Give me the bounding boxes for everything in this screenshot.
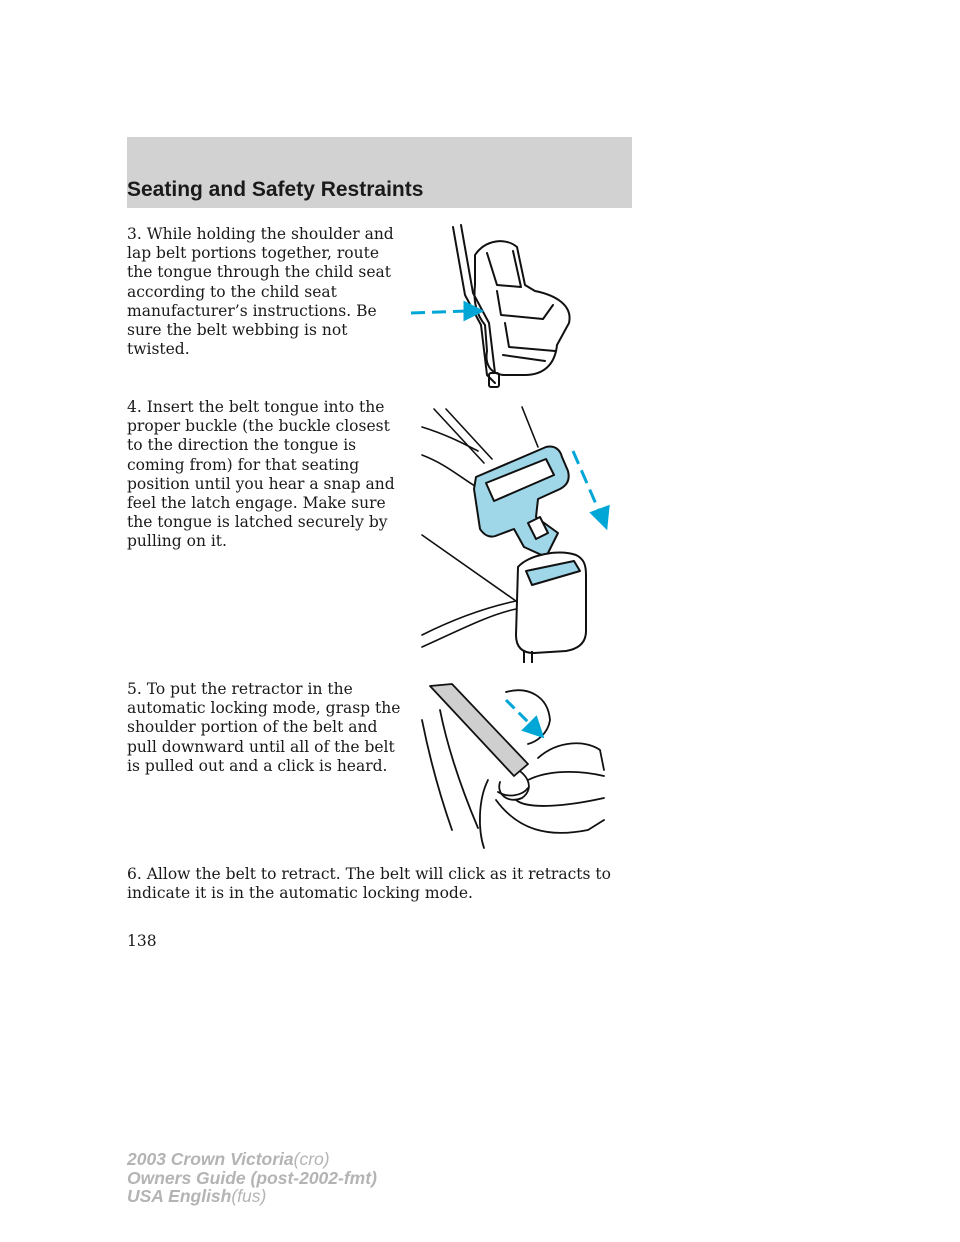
section-title: Seating and Safety Restraints	[127, 178, 424, 201]
step-3-text: 3. While holding the shoulder and lap belt portions together, route the tongue through the child seat according to the child seat manufacturer’s instructions. Be sure the belt webbing is not twisted.	[127, 225, 394, 359]
webbing-line-3	[522, 407, 538, 447]
seat-edge-line-2	[422, 455, 480, 489]
seat-crease-line	[422, 535, 516, 601]
belt-lap-strap	[480, 780, 488, 848]
child-seat-routing-illustration	[405, 215, 585, 395]
footer-model-code: (cro)	[293, 1149, 330, 1169]
webbing-line-2	[446, 409, 492, 459]
seat-headrest	[487, 251, 521, 287]
seat-armrest	[497, 291, 553, 319]
latch-plate	[474, 446, 569, 557]
step-4-text: 4. Insert the belt tongue into the proper buckle (the buckle closest to the direction the tongue is coming from) for that seating position until you hear a snap and feel the latch engage. Make sure the tongue is latched securely by pulling on it.	[127, 398, 395, 551]
belt-loop-inner	[498, 788, 528, 795]
insert-arrow-line	[573, 451, 599, 511]
child-seat-mid	[528, 772, 604, 780]
child-seat-top	[538, 743, 604, 770]
footer-language-code: (fus)	[231, 1186, 267, 1206]
seat-cushion	[505, 323, 555, 351]
pull-arrow-line	[506, 700, 530, 724]
seat-base-line	[503, 355, 545, 361]
seat-curve-line-1	[422, 601, 516, 635]
footer-guide: Owners Guide (post-2002-fmt)	[127, 1167, 377, 1188]
step-5-text: 5. To put the retractor in the automatic locking mode, grasp the shoulder portion of the belt and pull downward until all of the belt is pulled out and a click is heard.	[127, 680, 401, 775]
child-seat-seam	[516, 798, 604, 806]
belt-tongue-end	[489, 373, 499, 387]
footer-language: USA English	[127, 1186, 232, 1206]
webbing-line-1	[434, 409, 484, 463]
page-number: 138	[127, 932, 157, 950]
insert-arrow-head	[592, 507, 608, 527]
footer-model: 2003 Crown Victoria	[127, 1149, 294, 1169]
seat-edge-line	[422, 427, 478, 451]
routing-arrow-line	[411, 311, 467, 313]
footer	[127, 1150, 377, 1206]
seat-side-line-1	[422, 720, 452, 830]
belt-strap	[453, 227, 495, 383]
step-6-text: 6. Allow the belt to retract. The belt will click as it retracts to indicate it is in the automatic locking mode.	[127, 865, 611, 903]
buckle-insertion-illustration	[418, 405, 618, 665]
retractor-locking-illustration	[418, 680, 618, 850]
